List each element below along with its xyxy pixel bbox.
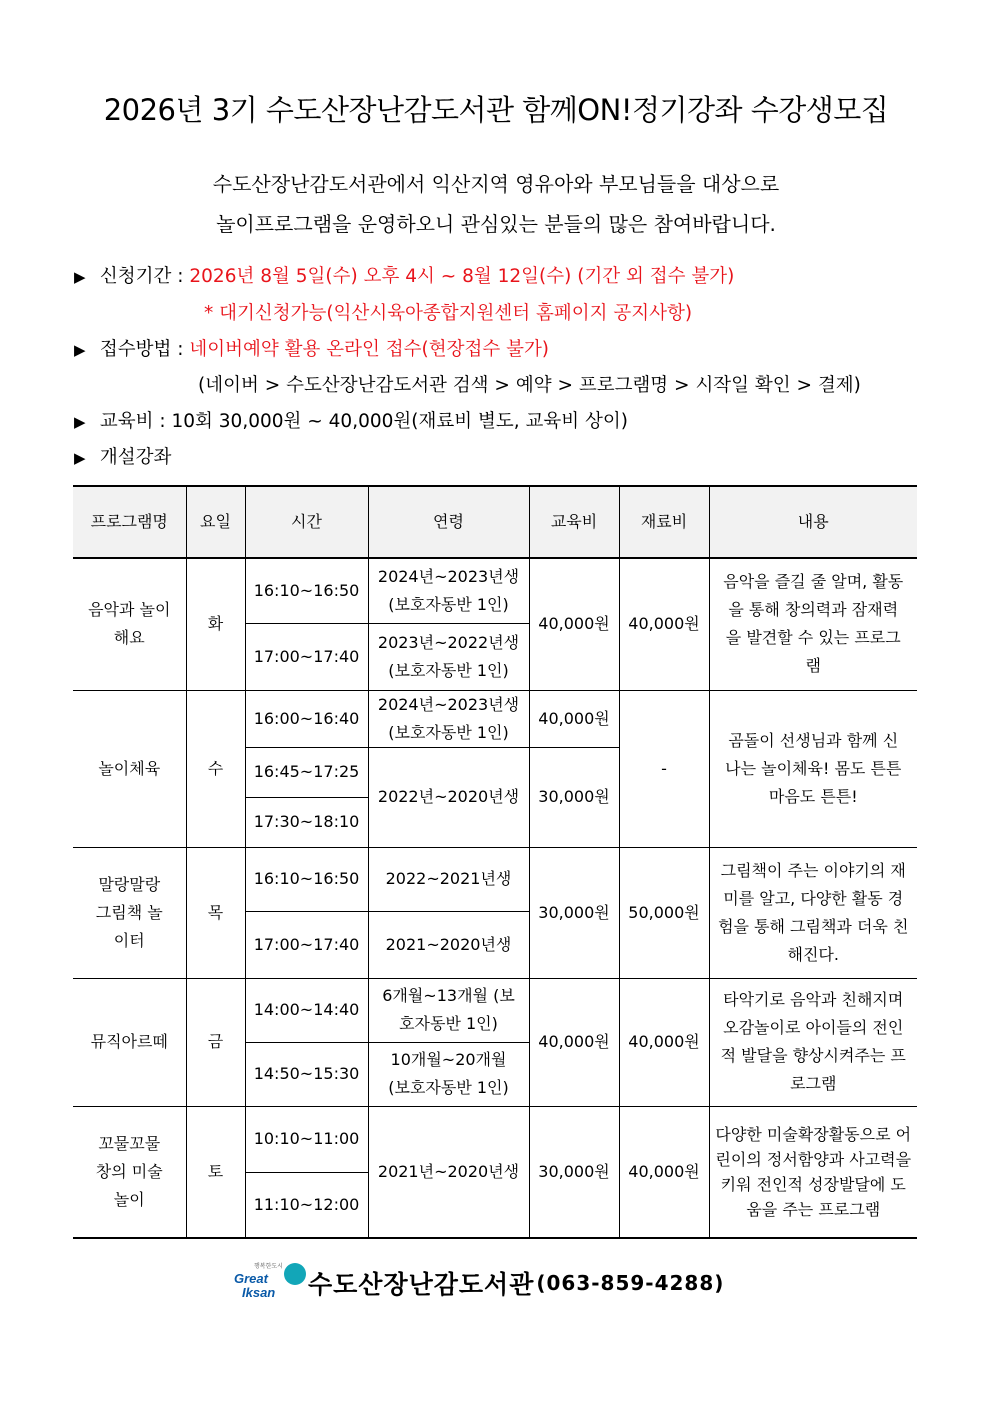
header-fee: 교육비: [529, 486, 619, 558]
program-content: 타악기로 음악과 친해지며 오감놀이로 아이들의 전인적 발달을 향상시켜주는 프로그램: [709, 978, 917, 1106]
program-day: 목: [186, 847, 245, 978]
program-age: 2024년~2023년생 (보호자동반 1인): [368, 690, 529, 747]
method-label: 접수방법 :: [99, 339, 184, 360]
page-title: 2026년 3기 수도산장난감도서관 함께ON!정기강좌 수강생모집: [103, 93, 889, 127]
program-day: 토: [186, 1106, 245, 1238]
intro-line-2: 놀이프로그램을 운영하오니 관심있는 분들의 많은 참여바랍니다.: [216, 212, 776, 236]
program-time: 17:00~17:40: [245, 623, 368, 690]
program-name: 놀이체육: [73, 690, 186, 847]
logo-small-text: 행복한도시: [254, 1263, 283, 1270]
logo-text-great: Great: [234, 1271, 268, 1286]
program-time: 14:50~15:30: [245, 1042, 368, 1106]
program-content: 곰돌이 선생님과 함께 신나는 놀이체육! 몸도 튼튼 마음도 튼튼!: [709, 690, 917, 847]
table-row: [73, 1106, 917, 1172]
fee-row: [74, 407, 628, 433]
program-age: 6개월~13개월 (보호자동반 1인): [368, 978, 529, 1042]
program-material: 40,000원: [619, 1106, 709, 1238]
program-fee: 30,000원: [529, 847, 619, 978]
method-row: [74, 335, 549, 361]
program-content: 그림책이 주는 이야기의 재미를 알고, 다양한 활동 경험을 통해 그림책과 더욱 친해진다.: [709, 847, 917, 978]
library-phone: (063-859-4288): [536, 1271, 725, 1295]
program-fee: 30,000원: [529, 1106, 619, 1238]
table-header-row: [73, 486, 917, 558]
program-name: 말랑말랑 그림책 놀이터: [73, 847, 186, 978]
program-age: 2022~2021년생: [368, 847, 529, 911]
program-name: 꼬물꼬물 창의 미술놀이: [73, 1106, 186, 1238]
great-iksan-logo: [232, 1261, 308, 1305]
program-fee: 40,000원: [529, 558, 619, 690]
table-row: [73, 847, 917, 911]
triangle-bullet-icon: ▶: [74, 341, 86, 359]
program-age: 2021년~2020년생: [368, 1106, 529, 1238]
triangle-bullet-icon: ▶: [74, 268, 86, 286]
program-time: 16:45~17:25: [245, 747, 368, 797]
program-day: 금: [186, 978, 245, 1106]
waitlist-note: * 대기신청가능(익산시육아종합지원센터 홈페이지 공지사항): [204, 303, 693, 324]
program-material: 50,000원: [619, 847, 709, 978]
program-time: 16:00~16:40: [245, 690, 368, 747]
period-label: 신청기간 :: [99, 266, 184, 287]
program-time: 10:10~11:00: [245, 1106, 368, 1172]
program-fee: 40,000원: [529, 978, 619, 1106]
triangle-bullet-icon: ▶: [74, 413, 86, 431]
method-path: (네이버 > 수도산장난감도서관 검색 > 예약 > 프로그램명 > 시작일 확인 > 결제): [198, 375, 861, 396]
program-age: 2024년~2023년생 (보호자동반 1인): [368, 558, 529, 623]
program-name: 음악과 놀이해요: [73, 558, 186, 690]
courses-label: 개설강좌: [99, 447, 172, 468]
period-row: [74, 262, 734, 288]
program-age: 10개월~20개월 (보호자동반 1인): [368, 1042, 529, 1106]
table-row: [73, 558, 917, 623]
period-value: 2026년 8월 5일(수) 오후 4시 ~ 8월 12일(수) (기간 외 접수 불가): [189, 266, 735, 287]
logo-swirl-icon: [284, 1263, 306, 1285]
library-name: 수도산장난감도서관: [308, 1270, 535, 1299]
program-fee: 40,000원: [529, 690, 619, 747]
header-age: 연령: [368, 486, 529, 558]
header-material: 재료비: [619, 486, 709, 558]
program-day: 수: [186, 690, 245, 847]
header-content: 내용: [709, 486, 917, 558]
program-time: 17:00~17:40: [245, 911, 368, 978]
program-time: 17:30~18:10: [245, 797, 368, 847]
program-material: 40,000원: [619, 978, 709, 1106]
program-material: -: [619, 690, 709, 847]
footer: [232, 1258, 724, 1308]
program-day: 화: [186, 558, 245, 690]
program-age: 2022년~2020년생: [368, 747, 529, 847]
logo-text-iksan: Iksan: [242, 1285, 276, 1300]
program-time: 14:00~14:40: [245, 978, 368, 1042]
method-value: 네이버예약 활용 온라인 접수(현장접수 불가): [189, 339, 550, 360]
table-row: [73, 690, 917, 747]
intro-line-1: 수도산장난감도서관에서 익산지역 영유아와 부모님들을 대상으로: [212, 172, 780, 196]
table-row: [73, 978, 917, 1042]
program-age: 2021~2020년생: [368, 911, 529, 978]
header-day: 요일: [186, 486, 245, 558]
program-time: 16:10~16:50: [245, 558, 368, 623]
fee-text: 교육비 : 10회 30,000원 ~ 40,000원(재료비 별도, 교육비 상이): [99, 411, 628, 432]
program-fee: 30,000원: [529, 747, 619, 847]
program-time: 11:10~12:00: [245, 1172, 368, 1238]
program-time: 16:10~16:50: [245, 847, 368, 911]
program-content: 다양한 미술확장활동으로 어린이의 정서함양과 사고력을 키워 전인적 성장발달에 도움을 주는 프로그램: [709, 1106, 917, 1238]
program-material: 40,000원: [619, 558, 709, 690]
course-table: [73, 485, 917, 1239]
header-time: 시간: [245, 486, 368, 558]
program-name: 뮤직아르떼: [73, 978, 186, 1106]
triangle-bullet-icon: ▶: [74, 449, 86, 467]
courses-row: [74, 443, 171, 469]
program-content: 음악을 즐길 줄 알며, 활동을 통해 창의력과 잠재력을 발견할 수 있는 프로그램: [709, 558, 917, 690]
program-age: 2023년~2022년생 (보호자동반 1인): [368, 623, 529, 690]
header-program: 프로그램명: [73, 486, 186, 558]
